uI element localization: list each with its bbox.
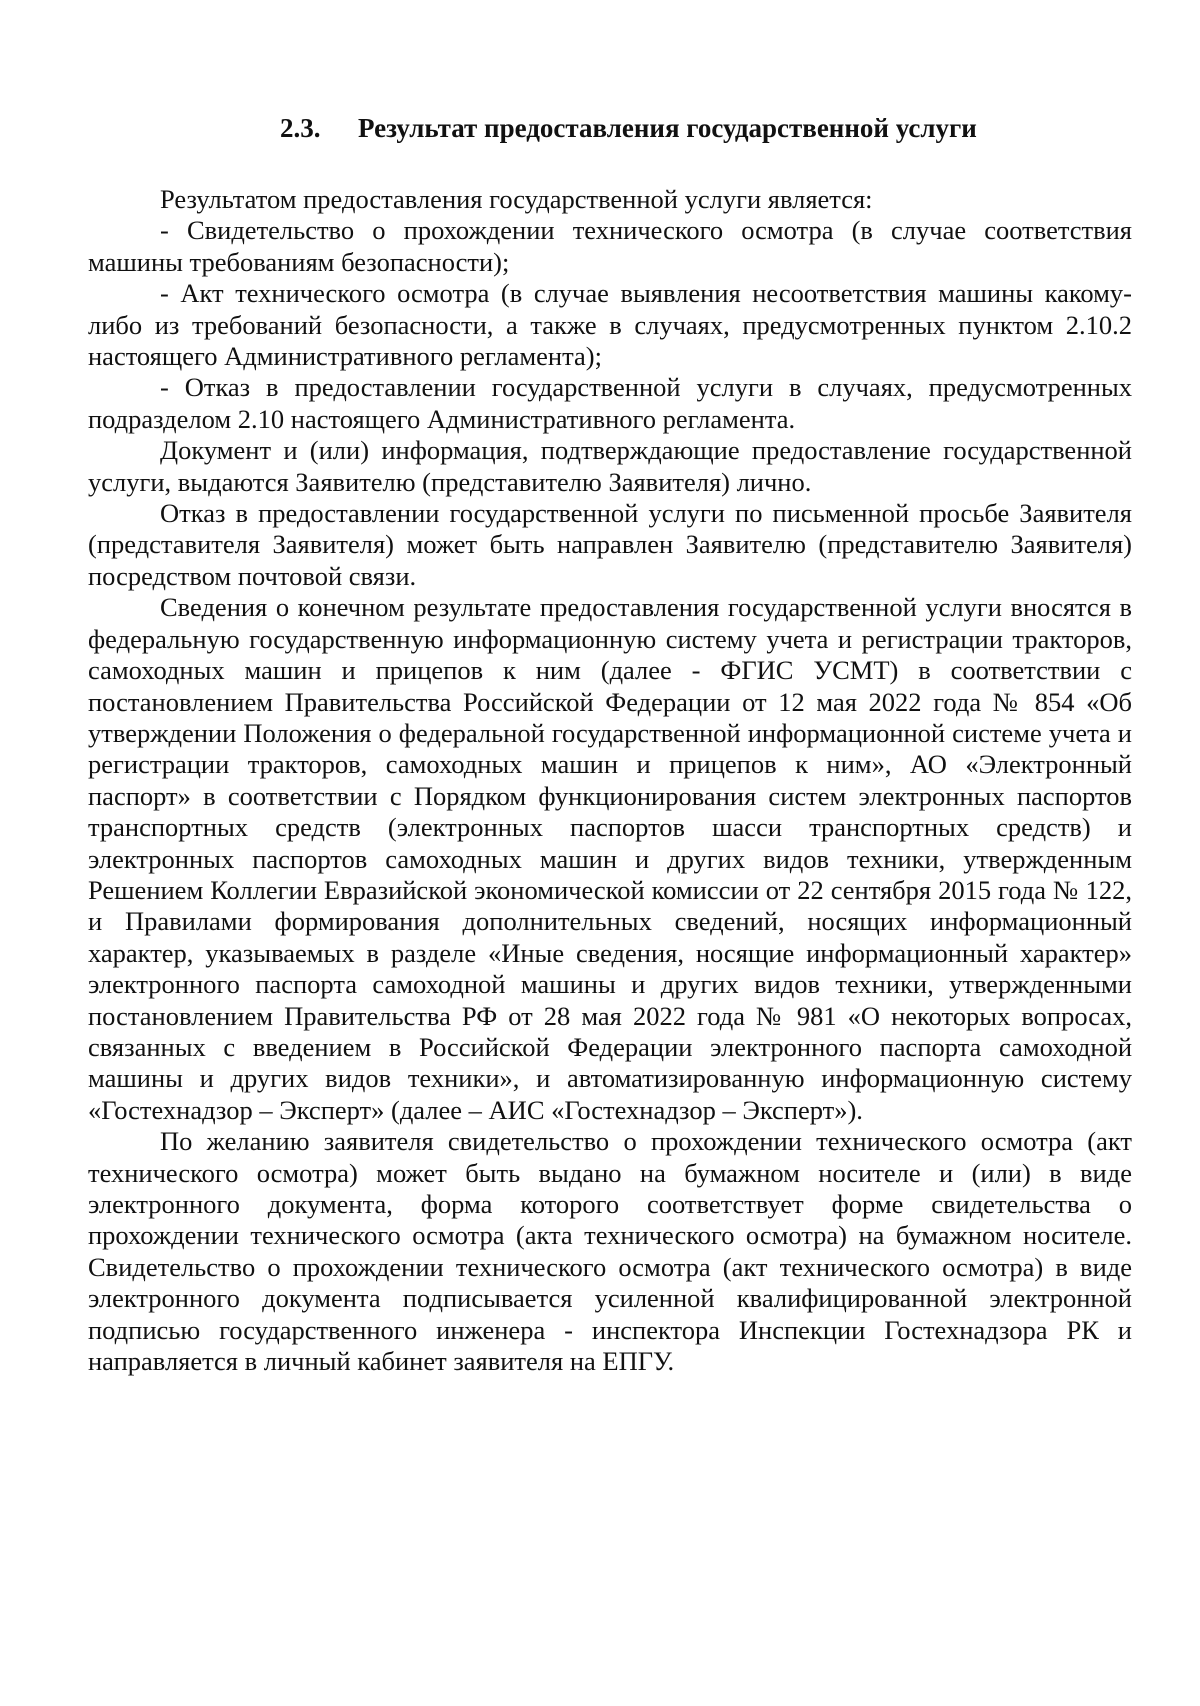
paragraph-result-intro: Результатом предоставления государственной услуги является: bbox=[160, 184, 873, 214]
paragraph-result-inspection-act: - Акт технического осмотра (в случае выявления несоответствия машины какому-либо из требований безопасности, а также в случаях, предусмотренных пунктом 2.10.2 настоящего Административного регламента); bbox=[88, 278, 1132, 372]
document-body bbox=[88, 112, 1132, 1377]
section-title: Результат предоставления государственной услуги bbox=[358, 113, 977, 143]
paragraph-result-refusal: - Отказ в предоставлении государственной услуги в случаях, предусмотренных подразделом 2.10 настоящего Административного регламента. bbox=[88, 372, 1132, 434]
section-number: 2.3. bbox=[280, 113, 321, 143]
paragraph-document-issuance: Документ и (или) информация, подтверждающие предоставление государственной услуги, выдаются Заявителю (представителю Заявителя) лично. bbox=[88, 435, 1132, 497]
paragraph-refusal-by-mail: Отказ в предоставлении государственной услуги по письменной просьбе Заявителя (представителя Заявителя) может быть направлен Заявителю (представителю Заявителя) посредством почтовой связи. bbox=[88, 498, 1132, 591]
paragraph-information-systems: Сведения о конечном результате предоставления государственной услуги вносятся в федеральную государственную информационную систему учета и регистрации тракторов, самоходных машин и прицепов к ним (далее - ФГИС УСМТ) в соответствии с постановлением Правительства Российской Федерации от 12 мая 2022 года № 854 «Об утверждении Положения о федеральной государственной информационной системе учета и регистрации тракторов, самоходных машин и прицепов к ним», АО «Электронный паспорт» в соответствии с Порядком функционирования систем электронных паспортов транспортных средств (электронных паспортов шасси транспортных средств) и электронных паспортов самоходных машин и других видов техники, утвержденным Решением Коллегии Евразийской экономической комиссии от 22 сентября 2015 года № 122, и Правилами формирования дополнительных сведений, носящих информационный характер, указываемых в разделе «Иные сведения, носящие информационный характер» электронного паспорта самоходной машины и других видов техники, утвержденными постановлением Правительства РФ от 28 мая 2022 года № 981 «О некоторых вопросах, связанных с введением в Российской Федерации электронного паспорта самоходной машины и других видов техники», и автоматизированную информационную систему «Гостехнадзор – Эксперт» (далее – АИС «Гостехнадзор – Эксперт»). bbox=[88, 592, 1132, 1125]
paragraph-result-certificate: - Свидетельство о прохождении технического осмотра (в случае соответствия машины требованиям безопасности); bbox=[88, 215, 1132, 277]
section-heading bbox=[88, 112, 1132, 144]
paragraph-electronic-document: По желанию заявителя свидетельство о прохождении технического осмотра (акт технического осмотра) может быть выдано на бумажном носителе и (или) в виде электронного документа, форма которого соответствует форме свидетельства о прохождении технического осмотра (акта технического осмотра) на бумажном носителе. Свидетельство о прохождении технического осмотра (акт технического осмотра) в виде электронного документа подписывается усиленной квалифицированной электронной подписью государственного инженера - инспектора Инспекции Гостехнадзора РК и направляется в личный кабинет заявителя на ЕПГУ. bbox=[88, 1126, 1132, 1377]
